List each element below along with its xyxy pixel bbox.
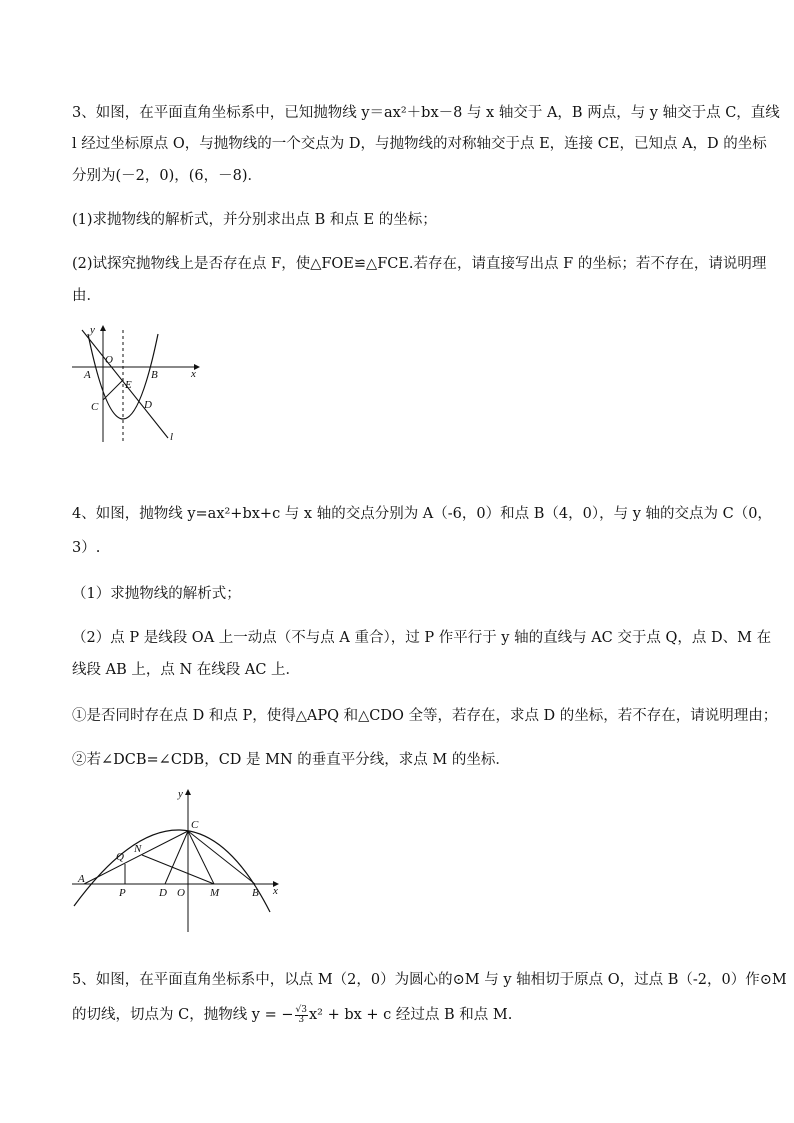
- p4-segment-cb: [188, 831, 255, 884]
- p3-label-c: C: [91, 401, 99, 413]
- p4-subquestion-2: ②若∠DCB=∠CDB，CD 是 MN 的垂直平分线，求点 M 的坐标．: [72, 752, 510, 768]
- p3-line-2: l 经过坐标原点 O，与抛物线的一个交点为 D，与抛物线的对称轴交于点 E，连接 CE，已知点 A，D 的坐标: [72, 136, 767, 152]
- p4-line-1: 4、如图，抛物线 y=ax²+bx+c 与 x 轴的交点分别为 A（-6，0）和点 B（4，0），与 y 轴的交点为 C（0，: [72, 506, 772, 522]
- p4-label-a: A: [78, 873, 85, 885]
- p3-label-x: x: [191, 368, 196, 380]
- p3-question-2: (2)试探究抛物线上是否存在点 F，使△FOE≌△FCE.若存在，请直接写出点 F 的坐标；若不存在，请说明理: [72, 256, 767, 272]
- p5-fraction-numerator: √3: [295, 1004, 307, 1015]
- p3-line-3: 分别为(－2，0)，(6，－8)．: [72, 168, 263, 184]
- p4-line-2: 3）.: [72, 540, 101, 556]
- p3-label-a: A: [84, 369, 91, 381]
- p4-label-o: O: [177, 887, 185, 899]
- p4-parabola: [74, 830, 270, 912]
- p4-label-y: y: [178, 788, 183, 800]
- p5-fraction: [295, 1006, 308, 1025]
- p4-question-1: （1）求抛物线的解析式；: [72, 586, 241, 602]
- p4-label-x: x: [273, 885, 278, 897]
- p3-segment-ce: [103, 380, 123, 400]
- p5-line-2: [72, 1005, 732, 1025]
- p4-label-c: C: [191, 819, 199, 831]
- p3-line-1: 3、如图，在平面直角坐标系中，已知抛物线 y＝ax²＋bx－8 与 x 轴交于 A，B 两点，与 y 轴交于点 C，直线: [72, 105, 780, 121]
- p4-label-b: B: [252, 887, 259, 899]
- p3-question-1: (1)求抛物线的解析式，并分别求出点 B 和点 E 的坐标；: [72, 212, 437, 228]
- p4-label-n: N: [134, 843, 142, 855]
- p5-fraction-denominator: 3: [298, 1014, 305, 1025]
- p3-figure: [70, 322, 210, 446]
- p4-question-2: （2）点 P 是线段 OA 上一动点（不与点 A 重合），过 P 作平行于 y 轴的直线与 AC 交于点 Q，点 D、M 在: [72, 630, 772, 646]
- p4-segment-cd: [165, 831, 188, 884]
- p3-label-y: y: [90, 324, 95, 336]
- p4-subquestion-1: ①是否同时存在点 D 和点 P，使得△APQ 和△CDO 全等，若存在，求点 D 的坐标，若不存在，请说明理由；: [72, 708, 778, 724]
- p4-label-d: D: [159, 887, 167, 899]
- p4-label-p: P: [119, 887, 126, 899]
- p4-y-arrow: [185, 789, 191, 795]
- p3-label-o: O: [105, 354, 113, 366]
- p4-segment-nm: [142, 855, 214, 884]
- p3-label-l: l: [170, 431, 174, 443]
- p4-question-2-cont: 线段 AB 上，点 N 在线段 AC 上．: [72, 662, 301, 678]
- p3-label-d: D: [144, 399, 152, 411]
- p3-label-e: E: [125, 379, 132, 391]
- p3-label-b: B: [151, 369, 158, 381]
- p5-line-2-start: 的切线，切点为 C，抛物线 y = −: [72, 1007, 294, 1023]
- p4-figure: [70, 786, 290, 936]
- p4-label-m: M: [210, 887, 220, 899]
- p5-line-2-end: x² + bx + c 经过点 B 和点 M.: [309, 1007, 513, 1023]
- p4-label-q: Q: [116, 851, 124, 863]
- p3-y-arrow: [100, 325, 106, 331]
- p4-segment-ac: [84, 831, 188, 884]
- p5-line-1: 5、如图，在平面直角坐标系中，以点 M（2，0）为圆心的⊙M 与 y 轴相切于原点 O，过点 B（-2，0）作⊙M: [72, 972, 787, 988]
- p3-question-2-cont: 由．: [72, 288, 101, 304]
